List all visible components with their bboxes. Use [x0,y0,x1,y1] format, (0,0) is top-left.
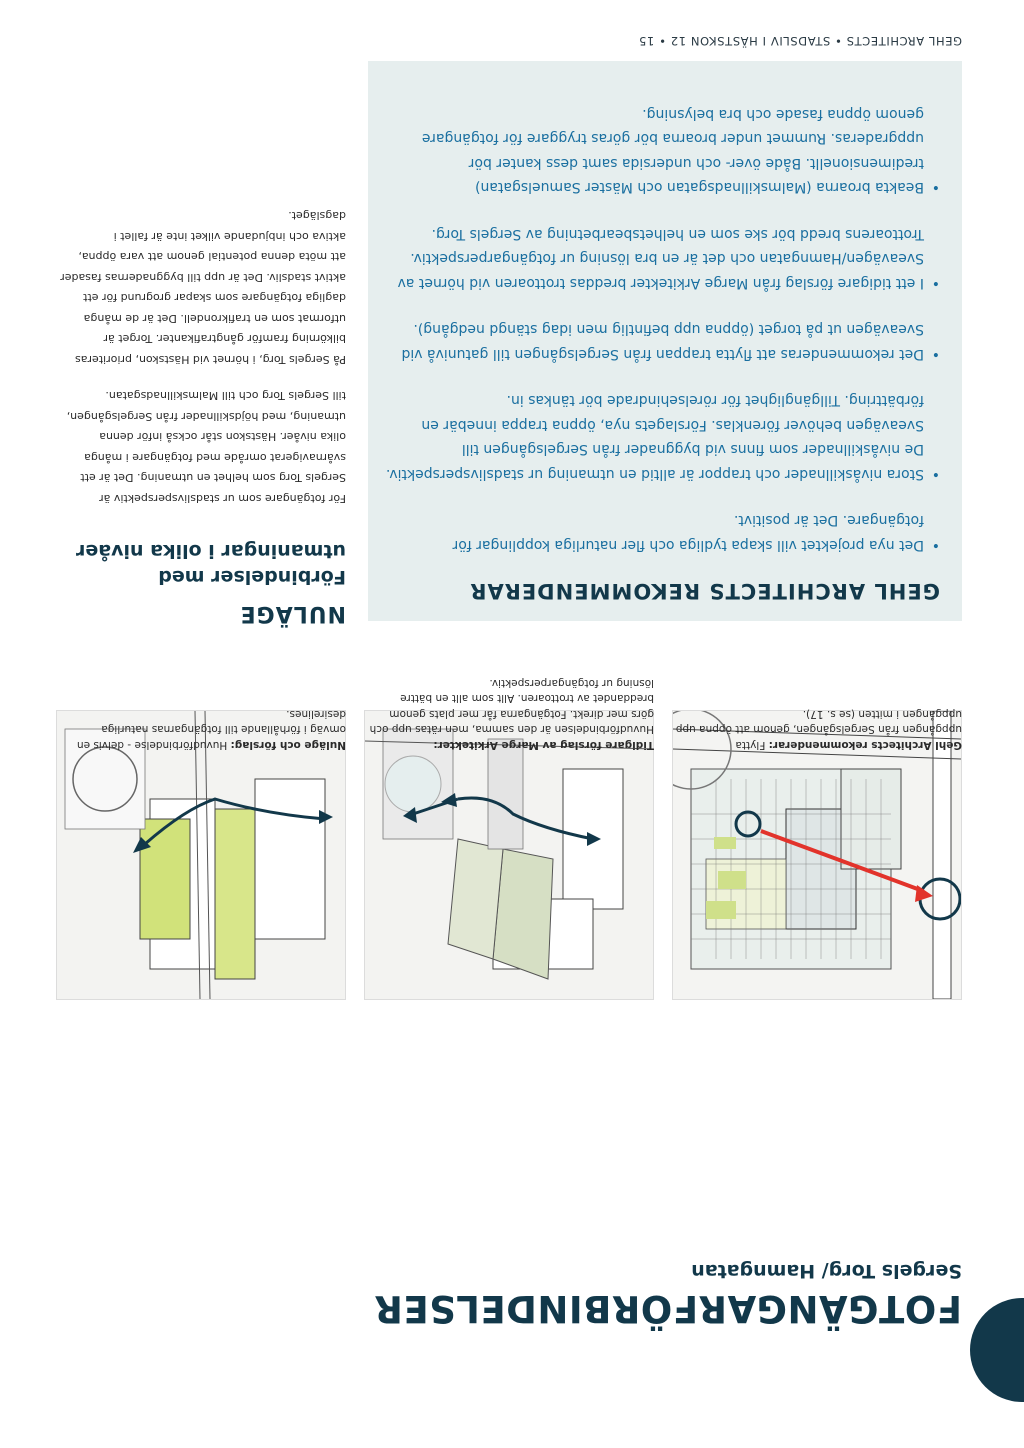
map-gehl-recommendation [672,710,962,1000]
section-tab [970,1298,1024,1402]
map-current-svg [57,711,345,999]
current-body [58,189,346,508]
caption-gehl-bold: Gehl Architects rekommenderar: [768,739,962,751]
caption-current-bold: Nuläge och förslag: [230,739,346,751]
current-paragraph: För fotgängare som ur stadslivsperspektiv är Sergels Torg som helhet en utmaning. Det är ett svårnavigerat område med fotgängare i många olika nivåer. Hästskon står också inför denna utmaning, med höjdskillnader från Sergelsgången, till Sergels Torg och till Malmskillnadsgatan. [66,389,346,505]
recommendation-item: • Stora nivåskillnader och trappor är alltid en utmaning ur stadslivsperspektiv. De nivåskillnader som finns vid byggnader från Sergelsgången till Sveavägen behöver förenklas. Förslagets nya, öppna trappa innebär en förbättring. Tillgänglighet för rörelsehindrade bör tänkas in. [380,388,940,486]
caption-gehl-text: Flytta uppgången från Sergelsgången, genom att öppna upp uppgången i mitten (se s. 17). [675,708,962,751]
recommendations-list [380,80,940,558]
caption-marge [366,675,654,753]
map-marge-proposal [364,710,654,1000]
running-head: GEHL ARCHITECTS • STADSLIV I HÄSTSKON 12 • 15 [638,34,962,48]
map-marge-svg [365,711,653,999]
caption-marge-text: Huvudförbindelsen är den samma, men rätas upp och görs mer direkt. Fotgängarna får mer plats genom breddandet av trottoaren. Allt som allt en bättre lösning ur fotgängarperspektiv. [369,677,654,736]
current-heading: NULÄGE [239,601,346,626]
current-paragraph: På Sergels Torg, i hörnet vid Hästskon, prioriteras bilkörning framför gångtrafikanter. Torget är utformat som en trafikrondell. Det är de många dagliga fotgängare som skapar grogrund för ett aktivt stadsliv. Det är upp till byggnadernas fasader att möta denna potential genom att vara öppna, aktiva och inbjudande vilket inte är fallet i dagsläget. [60,209,346,366]
recommendations-box [368,61,962,621]
recommendation-item: • Det nya projektet vill skapa tydliga och fler naturliga kopplingar för fotgängare. Det är positivt. [380,508,940,557]
current-subheading: Förbindelser med utmaningar i olika nivåer [76,540,346,588]
recommendation-item: • Beakta broarna (Malmskillnadsgatan och Mäster Samuelsgatan) tredimensionellt. Både över- och undersida samt dess kanter bör uppgraderas. Rummet under broarna bör göras tryggare för fotgängare genom öppna fasade och bra belysning. [380,102,940,200]
caption-marge-bold: Tidigare förslag av Marge Arkitekter: [433,739,654,751]
recommendations-title: GEHL ARCHITECTS REKOMMENDERAR [469,579,940,603]
caption-gehl [674,706,962,753]
recommendation-item: • I ett tidigare förslag från Marge Arkitekter breddas trottoaren vid hörnet av Sveavägen/Hamngatan och det är en bra lösning ur fotgängarperspektiv. Trottoarens bredd bör ske som en helhetsbearbetning av Sergels Torg. [380,222,940,296]
page-subtitle: Sergels Torg/ Hamngatan [691,1260,962,1282]
caption-current [58,706,346,753]
caption-current-text: Huvudförbindelse - delvis en omväg i förhållande till fotgängarnas naturliga desirelines. [76,708,346,751]
recommendation-item: • Det rekommenderas att flytta trappan från Sergelsgången till gatunivå vid Sveavägen ut på torget (öppna upp befintlig men idag stängd nedgång). [380,317,940,366]
map-gehl-svg [673,711,961,999]
page-title: FOTGÄNGARFÖRBINDELSER [373,1287,962,1330]
map-current-situation [56,710,346,1000]
